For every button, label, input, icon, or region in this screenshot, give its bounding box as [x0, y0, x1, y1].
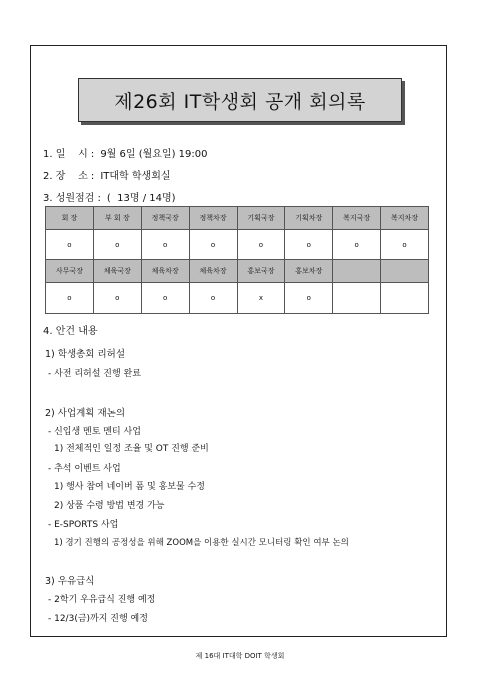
table-header-cell: 부 회 장 [93, 207, 141, 230]
table-cell: o [93, 230, 141, 261]
table-cell: o [93, 283, 141, 314]
table-header-cell: 기획차장 [285, 207, 333, 230]
table-cell: x [237, 283, 285, 314]
table-header-cell-empty [333, 260, 381, 283]
table-cell: o [333, 230, 381, 261]
agenda-item3-title: 3) 우유급식 [45, 576, 95, 587]
place-label: 2. 장 소 : [43, 171, 95, 182]
table-header-cell: 홍보차장 [285, 260, 333, 283]
table-cell: o [46, 230, 94, 261]
agenda-item1-bullet: - 사전 리허설 진행 완료 [48, 369, 141, 379]
table-cell: o [285, 283, 333, 314]
info-attendance [43, 189, 176, 204]
agenda-heading: 4. 안건 내용 [43, 326, 98, 337]
agenda-item2-title: 2) 사업계획 재논의 [45, 408, 126, 419]
table-header-cell: 사무국장 [46, 260, 94, 283]
table-header-cell: 복지국장 [333, 207, 381, 230]
table-header-cell: 정책차장 [189, 207, 237, 230]
table-header-cell: 정책국장 [141, 207, 189, 230]
attendance-table [45, 206, 429, 261]
attendance-label: 3. 성원점검 : [43, 193, 101, 204]
table-cell: o [189, 283, 237, 314]
table-cell: o [46, 283, 94, 314]
agenda-item3-bullet-1: - 2학기 우유급식 진행 예정 [48, 595, 156, 605]
agenda-item2-detail: 1) 행사 참여 네이버 폼 및 홍보물 수정 [54, 482, 205, 492]
table-header-cell-empty [381, 260, 429, 283]
attendance-header-row-1 [46, 207, 429, 230]
agenda-item2-bullet-2: - 추석 이벤트 사업 [48, 464, 121, 474]
table-cell: o [285, 230, 333, 261]
agenda-item3-bullet-2: - 12/3(금)까지 진행 예정 [48, 614, 148, 624]
agenda-item2-detail: 1) 경기 진행의 공정성을 위해 ZOOM을 이용한 실시간 모니터링 확인 여부 논의 [54, 538, 349, 548]
table-header-cell: 기획국장 [237, 207, 285, 230]
table-cell: o [237, 230, 285, 261]
table-header-cell: 체육국장 [93, 260, 141, 283]
table-header-cell: 체육차장 [189, 260, 237, 283]
attendance-header-row-2 [46, 260, 429, 283]
agenda-item2-detail: 1) 전체적인 일정 조율 및 OT 진행 준비 [54, 444, 209, 454]
table-cell-empty [381, 283, 429, 314]
table-header-cell: 회 장 [46, 207, 94, 230]
page-frame [30, 45, 447, 637]
attendance-table-2 [45, 259, 429, 314]
document-title: 제26회 IT학생회 공개 회의록 [114, 90, 366, 113]
agenda-item2-detail: 2) 상품 수령 방법 변경 가능 [54, 501, 165, 511]
table-header-cell: 복지차장 [381, 207, 429, 230]
table-cell: o [141, 230, 189, 261]
agenda-item1-title: 1) 학생총회 리허설 [45, 349, 126, 360]
table-cell: o [189, 230, 237, 261]
table-header-cell: 홍보국장 [237, 260, 285, 283]
info-place [43, 167, 171, 182]
info-date [43, 145, 208, 160]
agenda-item2-bullet-3: - E-SPORTS 사업 [48, 520, 119, 530]
table-cell: o [141, 283, 189, 314]
attendance-value-row-1 [46, 230, 429, 261]
title-box [78, 78, 402, 122]
attendance-value: ( 13명 / 14명) [106, 193, 176, 204]
attendance-value-row-2 [46, 283, 429, 314]
date-label: 1. 일 시 : [43, 149, 95, 160]
place-value: IT대학 학생회실 [100, 171, 171, 182]
agenda-item2-bullet-1: - 신입생 멘토 멘티 사업 [48, 427, 141, 437]
table-header-cell: 체육차장 [141, 260, 189, 283]
table-cell: o [381, 230, 429, 261]
page-footer: 제 16대 IT대학 DOIT 학생회 [195, 652, 285, 660]
date-value: 9월 6일 (월요일) 19:00 [100, 149, 208, 160]
table-cell-empty [333, 283, 381, 314]
